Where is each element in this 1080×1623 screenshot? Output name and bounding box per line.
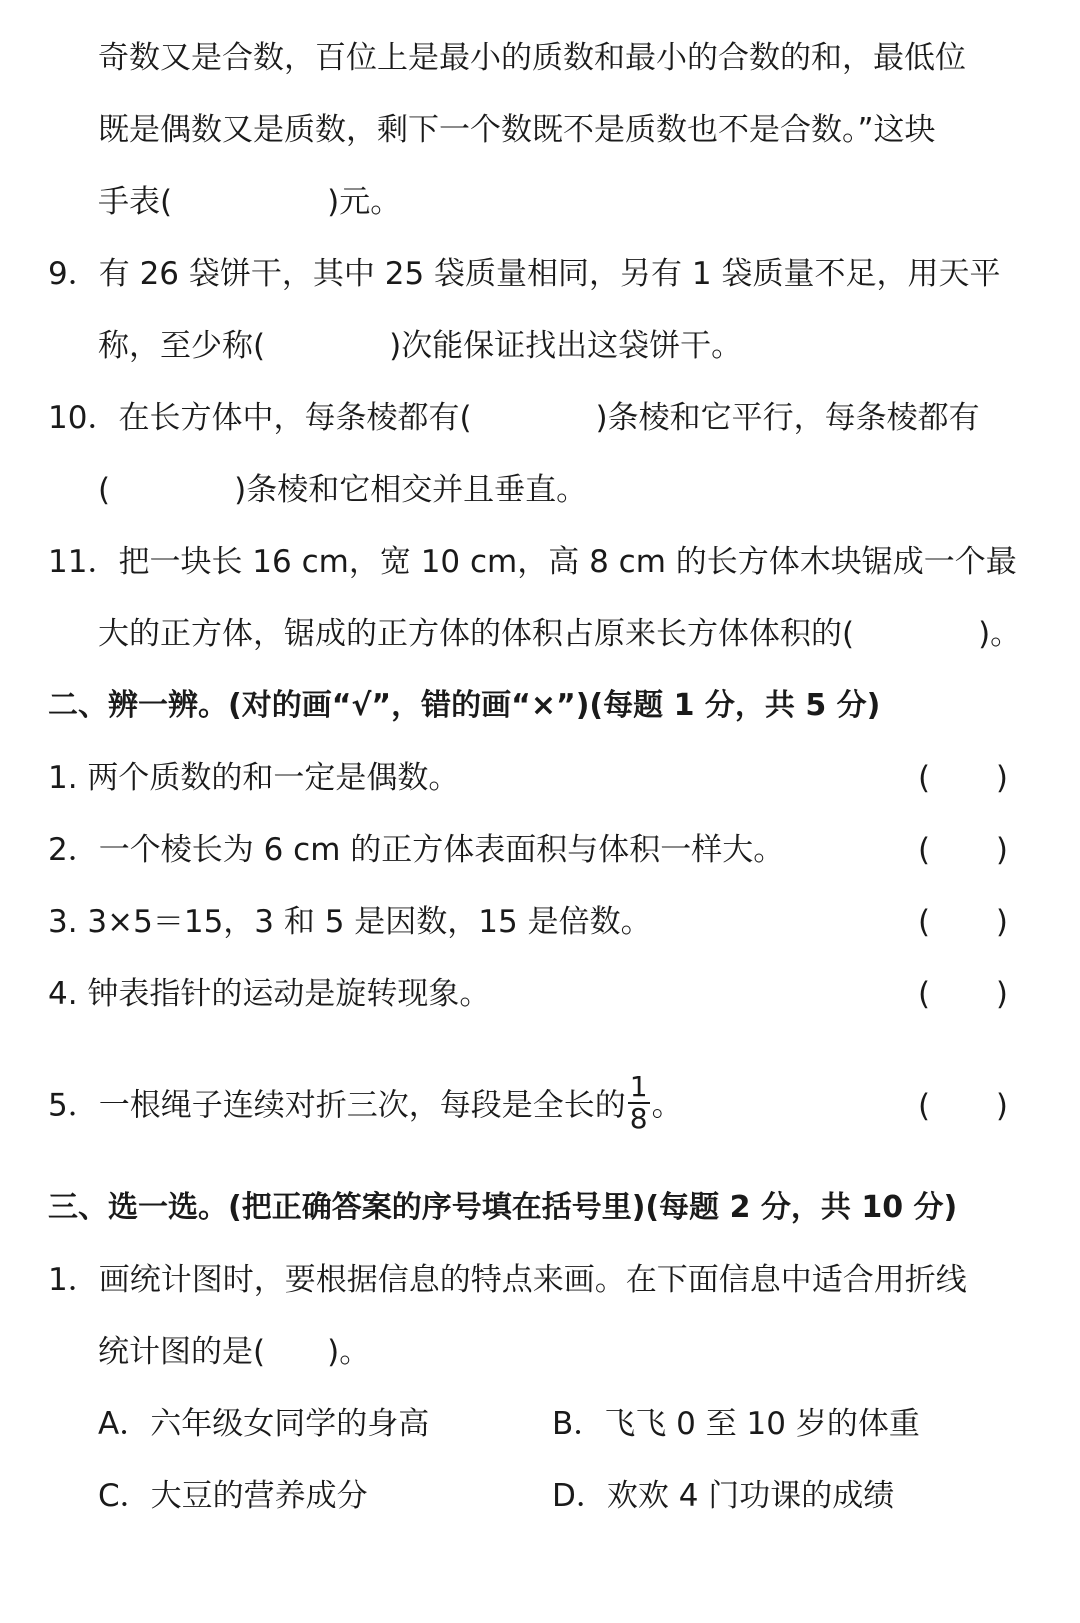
paren-close: ) [995,904,1008,940]
option-d: D．欢欢 4 门功课的成绩 [552,1478,895,1514]
judge-answer-5[interactable] [918,1086,1008,1126]
q10-line-1: 10．在长方体中，每条棱都有( )条棱和它平行，每条棱都有 [48,400,980,436]
paren-open: ( [918,1088,931,1124]
q8-continuation-line-2: 既是偶数又是质数，剩下一个数既不是质数也不是合数。”这块 [98,112,936,148]
q11-line-1: 11．把一块长 16 cm，宽 10 cm，高 8 cm 的长方体木块锯成一个最 [48,544,1017,580]
judge-item-1: 1. 两个质数的和一定是偶数。 [48,760,460,796]
judge-answer-2[interactable] [918,830,1008,870]
judge-item-4: 4. 钟表指针的运动是旋转现象。 [48,976,491,1012]
q8-continuation-line-3: 手表( )元。 [98,184,402,220]
q11-line-2: 大的正方体，锯成的正方体的体积占原来长方体体积的( )。 [98,616,1022,652]
q8-continuation-line-1: 奇数又是合数，百位上是最小的质数和最小的合数的和，最低位 [98,40,966,76]
option-b: B．飞飞 0 至 10 岁的体重 [552,1406,920,1442]
paren-close: ) [995,1088,1008,1124]
paren-close: ) [995,760,1008,796]
judge-item-2: 2．一个棱长为 6 cm 的正方体表面积与体积一样大。 [48,832,785,868]
fraction-denominator: 8 [629,1102,648,1135]
judge-item-5 [48,1070,683,1138]
q9-line-2: 称，至少称( )次能保证找出这袋饼干。 [98,328,743,364]
judge-item-5-text: 5．一根绳子连续对折三次，每段是全长的 [48,1087,626,1124]
judge-item-3: 3. 3×5＝15，3 和 5 是因数，15 是倍数。 [48,904,652,940]
q10-line-2: ( )条棱和它相交并且垂直。 [98,472,588,508]
section-2-title: 二、辨一辨。(对的画“√”，错的画“×”)(每题 1 分，共 5 分) [48,688,881,723]
option-c: C．大豆的营养成分 [98,1478,368,1514]
choice-q1-line-2: 统计图的是( )。 [98,1334,371,1370]
paren-open: ( [918,976,931,1012]
section-3-title: 三、选一选。(把正确答案的序号填在括号里)(每题 2 分，共 10 分) [48,1190,958,1225]
judge-answer-4[interactable] [918,974,1008,1014]
judge-answer-3[interactable] [918,902,1008,942]
paren-close: ) [995,832,1008,868]
fraction-one-eighth [628,1072,650,1134]
paren-close: ) [995,976,1008,1012]
paren-open: ( [918,904,931,940]
paren-open: ( [918,760,931,796]
judge-item-5-end: 。 [651,1087,683,1124]
fraction-numerator: 1 [629,1070,648,1103]
choice-q1-line-1: 1．画统计图时，要根据信息的特点来画。在下面信息中适合用折线 [48,1262,967,1298]
q9-line-1: 9．有 26 袋饼干，其中 25 袋质量相同，另有 1 袋质量不足，用天平 [48,256,1001,292]
paren-open: ( [918,832,931,868]
judge-answer-1[interactable] [918,758,1008,798]
option-a: A．六年级女同学的身高 [98,1406,430,1442]
